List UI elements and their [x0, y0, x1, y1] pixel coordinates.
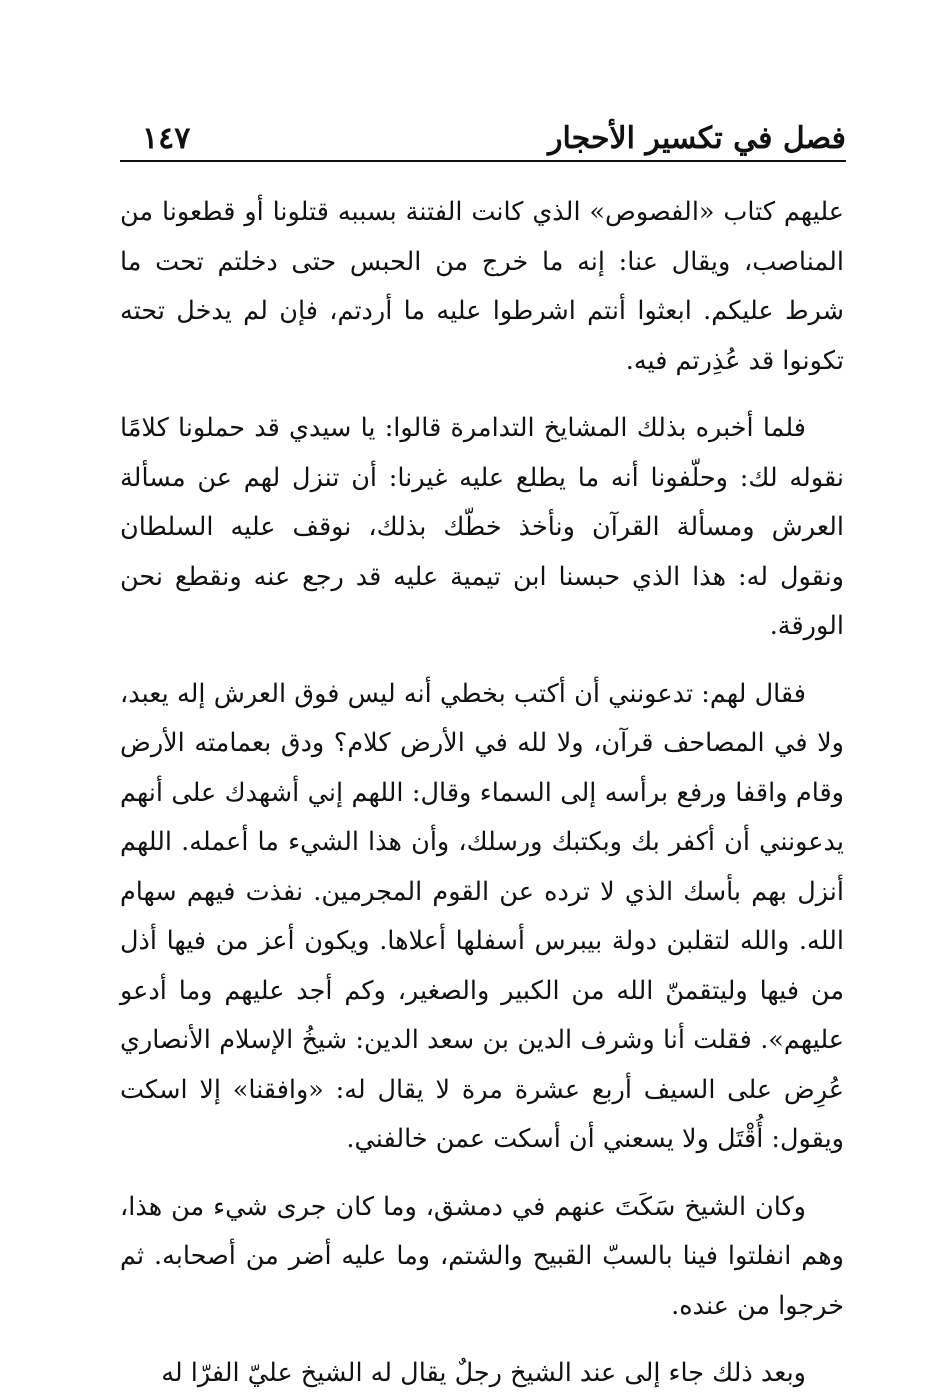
- paragraph: فقال لهم: تدعونني أن أكتب بخطي أنه ليس فوق العرش إله يعبد، ولا في المصاحف قرآن، ولا لله في الأرض كلام؟ ودق بعمامته الأرض وقام واقفا ورفع برأسه إلى السماء وقال: اللهم إني أشهدك على أنهم يدعونني أن أكفر بك وبكتبك ورسلك، وأن هذا الشيء ما أعمله. اللهم أنزل بهم بأسك الذي لا ترده عن القوم المجرمين. نفذت فيهم سهام الله. والله لتقلبن دولة بيبرس أسفلها أعلاها. ويكون أعز من فيها أذل من فيها وليتقمنّ الله من الكبير والصغير، وكم أجد عليهم وما أدعو عليهم». فقلت أنا وشرف الدين بن سعد الدين: شيخُ الإسلام الأنصاري عُرِض على السيف أربع عشرة مرة لا يقال له: «وافقنا» إلا اسكت ويقول: أُقْتَل ولا يسعني أن أسكت عمن خالفني.: [120, 678, 844, 1154]
- paragraph: فلما أخبره بذلك المشايخ التدامرة قالوا: يا سيدي قد حملونا كلامًا نقوله لك: وحلّفونا أنه ما يطلع عليه غيرنا: أن تنزل لهم عن مسألة العرش ومسألة القرآن ونأخذ خطّك بذلك، نوقف عليه السلطان ونقول له: هذا الذي حبسنا ابن تيمية عليه قد رجع عنه ونقطع نحن الورقة.: [120, 413, 844, 641]
- paragraph: عليهم كتاب «الفصوص» الذي كانت الفتنة بسببه قتلونا أو قطعونا من المناصب، ويقال عنا: إنه ما خرج من الحبس حتى دخلتم تحت ما شرط عليكم. ابعثوا أنتم اشرطوا عليه ما أردتم، فإن لم يدخل تحته تكونوا قد عُذِرتم فيه.: [120, 197, 844, 376]
- body-text: [120, 188, 844, 1399]
- paragraph: وكان الشيخ سَكَتَ عنهم في دمشق، وما كان جرى شيء من هذا، وهم انفلتوا فينا بالسبّ القبيح والشتم، وما عليه أضر من أصحابه. ثم خرجوا من عنده.: [120, 1191, 844, 1321]
- page-header: [120, 118, 846, 162]
- page-number: ١٤٧: [142, 121, 191, 156]
- chapter-title: فصل في تكسير الأحجار: [547, 121, 846, 156]
- paragraph: وبعد ذلك جاء إلى عند الشيخ رجلٌ يقال له الشيخ عليّ الفرّا له: [161, 1358, 806, 1388]
